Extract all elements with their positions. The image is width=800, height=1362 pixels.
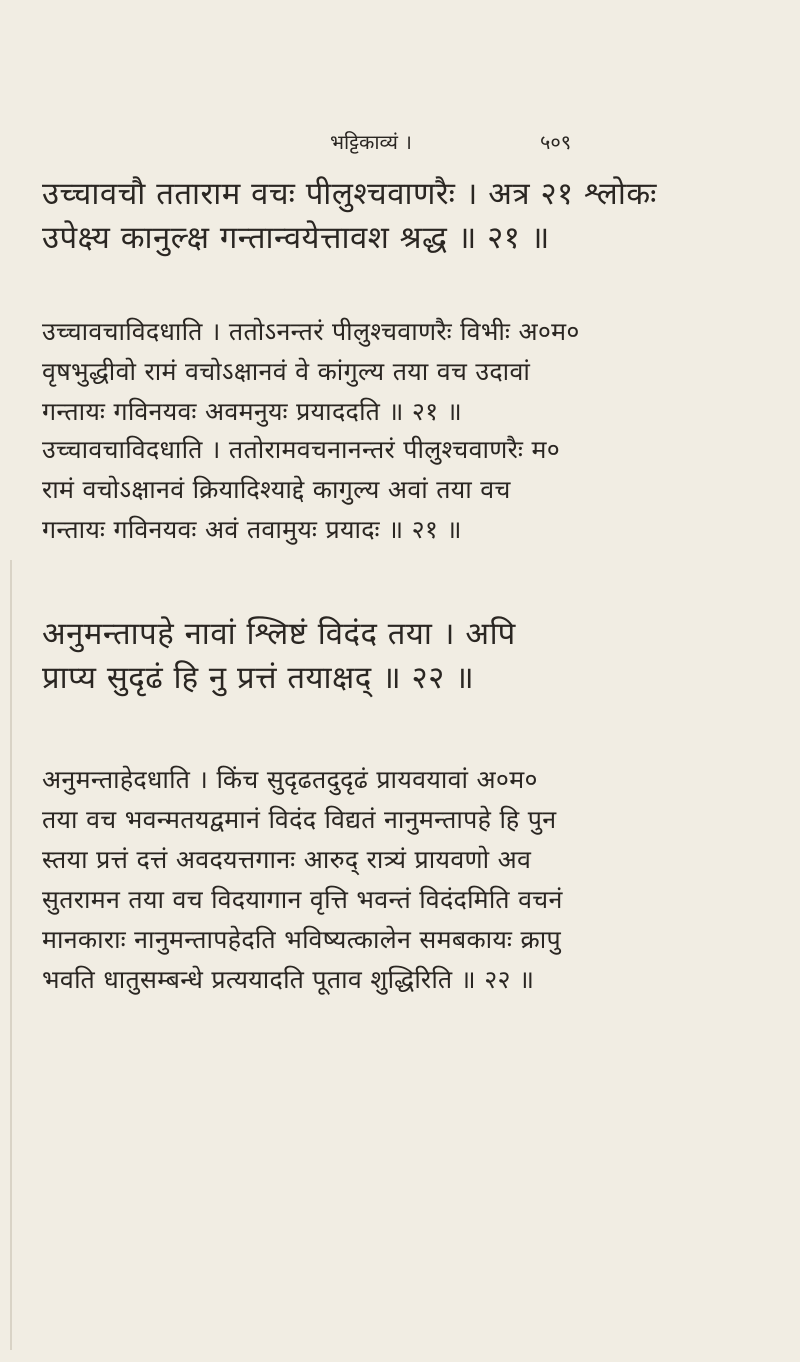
commentary-line: सुतरामन तया वच विदयागान वृत्ति भवन्तं विदंदमिति वचनं — [42, 885, 563, 914]
commentary-22 — [42, 760, 762, 1000]
verse-line: उच्चावचौ तताराम वचः पीलुश्चवाणरैः । अत्र २१ श्लोकः — [42, 176, 657, 212]
commentary-line: तया वच भवन्मतयद्वमानं विदंद विद्यतं नानुमन्तापहे हि पुन — [42, 805, 557, 834]
page-number: ५०९ — [540, 130, 572, 154]
commentary-line: स्तया प्रत्तं दत्तं अवदयत्तगानः आरुद् रात्र्यं प्रायवणो अव — [42, 845, 532, 874]
page-gutter-shadow — [10, 560, 12, 1350]
verse-line: प्राप्य सुदृढं हि नु प्रत्तं तयाक्षद् ॥ २२ ॥ — [42, 660, 475, 696]
verse-21 — [42, 172, 762, 260]
commentary-line: गन्तायः गविनयवः अवं तवामुयः प्रयादः ॥ २१ ॥ — [42, 515, 462, 544]
verse-line: अनुमन्तापहे नावां श्लिष्टं विदंद तया । अपि — [42, 616, 516, 652]
verse-22 — [42, 612, 762, 700]
commentary-21a — [42, 312, 762, 432]
running-header — [0, 128, 800, 156]
commentary-line: उच्चावचाविदधाति । ततोरामवचनानन्तरं पीलुश्चवाणरैः म० — [42, 435, 561, 464]
commentary-line: वृषभुद्धीवो रामं वचोऽक्षानवं वे कांगुल्य तया वच उदावां — [42, 357, 531, 386]
commentary-line: उच्चावचाविदधाति । ततोऽनन्तरं पीलुश्चवाणरैः विभीः अ०म० — [42, 317, 580, 346]
commentary-line: भवति धातुसम्बन्धे प्रत्ययादति पूताव शुद्धिरिति ॥ २२ ॥ — [42, 965, 535, 994]
commentary-line: मानकाराः नानुमन्तापहेदति भविष्यत्कालेन समबकायः क्रापु — [42, 925, 561, 954]
verse-line: उपेक्ष्य कानुल्क्ष गन्तान्वयेत्तावश श्रद्ध ॥ २१ ॥ — [42, 220, 550, 256]
commentary-line: रामं वचोऽक्षानवं क्रियादिश्याद्दे कागुल्य अवां तया वच — [42, 475, 511, 504]
commentary-line: गन्तायः गविनयवः अवमनुयः प्रयाददति ॥ २१ ॥ — [42, 397, 463, 426]
commentary-21b — [42, 430, 762, 550]
running-title: भट्टिकाव्यं । — [330, 130, 412, 154]
commentary-line: अनुमन्ताहेदधाति । किंच सुदृढतदुदृढं प्रायवयावां अ०म० — [42, 765, 538, 794]
